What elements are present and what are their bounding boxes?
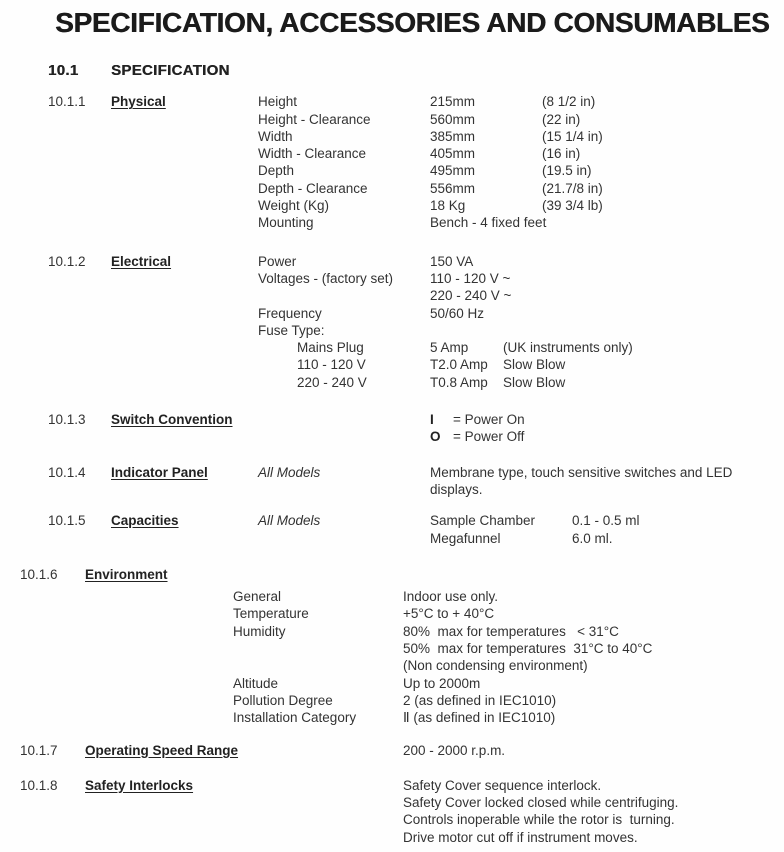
property-value: Ⅱ (as defined in IEC1010) <box>403 710 556 726</box>
spec-row <box>258 270 784 287</box>
property-label: Frequency <box>258 305 322 321</box>
imperial-value: (8 1/2 in) <box>542 94 596 110</box>
property-value: 560mm <box>430 111 476 127</box>
spec-row <box>258 197 784 214</box>
property-value: Bench - 4 fixed feet <box>430 215 547 231</box>
property-label: Humidity <box>233 623 286 639</box>
section-title: SPECIFICATION <box>111 62 230 79</box>
subsection-title: Physical <box>111 94 166 110</box>
subsection-physical <box>0 93 784 231</box>
section-heading <box>48 62 784 79</box>
imperial-value: (39 3/4 lb) <box>542 198 603 214</box>
spec-row <box>258 93 784 110</box>
property-label: Mounting <box>258 215 314 231</box>
imperial-value: (16 in) <box>542 146 581 162</box>
property-value: 215mm <box>430 94 476 110</box>
spec-row <box>430 530 784 547</box>
env-row <box>233 605 784 622</box>
subsection-indicator-panel <box>0 464 784 499</box>
spec-row <box>258 464 784 499</box>
spec-row <box>258 111 784 128</box>
env-row <box>233 657 784 674</box>
property-value: T0.8 Amp <box>430 374 488 390</box>
property-label: Power <box>258 253 297 269</box>
property-label <box>233 657 403 674</box>
property-label: Height <box>258 94 298 110</box>
imperial-value: (19.5 in) <box>542 163 592 179</box>
imperial-value: (15 1/4 in) <box>542 128 603 144</box>
fuse-note: (UK instruments only) <box>503 340 633 356</box>
fuse-note <box>503 270 784 287</box>
property-value: 50% max for temperatures 31°C to 40°C <box>403 641 653 657</box>
subsection-number: 10.1.7 <box>20 742 58 758</box>
subsection-capacities <box>0 512 784 547</box>
spec-row <box>258 145 784 162</box>
property-label <box>233 640 403 657</box>
property-label: General <box>233 589 282 605</box>
fuse-note <box>503 322 784 339</box>
imperial-value: (22 in) <box>542 111 581 127</box>
property-label: Mains Plug <box>297 340 364 356</box>
spec-row <box>258 162 784 179</box>
fuse-note: Slow Blow <box>503 374 566 390</box>
subsection-title: Environment <box>85 566 168 582</box>
spec-row <box>258 287 784 304</box>
spec-row <box>258 253 784 270</box>
property-value: 0.1 - 0.5 ml <box>572 513 640 529</box>
subsection-title: Safety Interlocks <box>85 777 194 793</box>
property-label: Megafunnel <box>430 530 501 546</box>
property-label: Installation Category <box>233 710 357 726</box>
property-value: T2.0 Amp <box>430 357 488 373</box>
spec-row <box>258 214 784 231</box>
property-value: 495mm <box>430 163 476 179</box>
property-value: 2 (as defined in IEC1010) <box>403 692 557 708</box>
property-label: Depth <box>258 163 295 179</box>
models-label: All Models <box>258 513 321 529</box>
fuse-note <box>503 305 784 322</box>
property-label: Fuse Type: <box>258 322 325 338</box>
property-value: 150 VA <box>430 253 474 269</box>
subsection-switch-convention <box>0 411 784 446</box>
speed-value: 200 - 2000 r.p.m. <box>403 742 506 758</box>
spec-row <box>258 322 784 339</box>
property-label: Width - Clearance <box>258 146 367 162</box>
property-value: 80% max for temperatures < 31°C <box>403 623 619 639</box>
property-label: Altitude <box>233 675 279 691</box>
property-value <box>430 322 503 339</box>
subsection-title: Indicator Panel <box>111 464 208 480</box>
property-value: 5 Amp <box>430 340 469 356</box>
subsection-electrical <box>0 253 784 391</box>
property-label: Temperature <box>233 606 309 622</box>
subsection-number: 10.1.4 <box>48 464 86 480</box>
description-text: Membrane type, touch sensitive switches and LED displays. <box>430 464 733 497</box>
spec-row <box>258 374 784 391</box>
property-value: 220 - 240 V ~ <box>430 288 512 304</box>
subsection-number: 10.1.8 <box>20 777 58 793</box>
spec-row <box>258 356 784 373</box>
property-label: Sample Chamber <box>430 513 536 529</box>
safety-line: Safety Cover locked closed while centrifuging. <box>403 795 679 811</box>
property-value: 6.0 ml. <box>572 530 613 546</box>
switch-symbol: I <box>430 412 434 428</box>
models-label: All Models <box>258 464 321 480</box>
property-label: 220 - 240 V <box>297 374 367 390</box>
property-label: Pollution Degree <box>233 692 333 708</box>
env-row <box>233 623 784 640</box>
fuse-note <box>503 287 784 304</box>
subsection-operating-speed <box>0 742 784 759</box>
subsection-environment <box>0 566 784 727</box>
env-row <box>233 675 784 692</box>
subsection-number: 10.1.6 <box>20 566 58 582</box>
switch-label: = Power On <box>453 412 525 428</box>
property-value: Indoor use only. <box>403 589 499 605</box>
property-label: Depth - Clearance <box>258 180 368 196</box>
subsection-title: Capacities <box>111 513 179 529</box>
subsection-title: Switch Convention <box>111 412 233 428</box>
fuse-note <box>503 253 784 270</box>
subsection-number: 10.1.5 <box>48 513 86 529</box>
imperial-value <box>542 214 784 231</box>
property-value: 556mm <box>430 180 476 196</box>
property-value: 50/60 Hz <box>430 305 485 321</box>
page-title: SPECIFICATION, ACCESSORIES AND CONSUMABLES <box>55 7 770 38</box>
env-row <box>233 692 784 709</box>
property-value: 405mm <box>430 146 476 162</box>
imperial-value: (21.7/8 in) <box>542 180 603 196</box>
subsection-title: Electrical <box>111 253 172 269</box>
property-value: +5°C to + 40°C <box>403 606 495 622</box>
env-row <box>233 640 784 657</box>
subsection-number: 10.1.2 <box>48 253 86 269</box>
safety-line: Safety Cover sequence interlock. <box>403 777 602 793</box>
safety-line: Controls inoperable while the rotor is turning. <box>403 812 675 828</box>
property-label: 110 - 120 V <box>297 357 366 373</box>
spec-row <box>258 428 784 445</box>
spec-row <box>258 339 784 356</box>
spec-row <box>430 512 784 529</box>
subsection-number: 10.1.3 <box>48 412 86 428</box>
subsection-number: 10.1.1 <box>48 94 86 110</box>
spec-row <box>258 305 784 322</box>
section-number: 10.1 <box>48 62 79 79</box>
subsection-title: Operating Speed Range <box>85 742 239 758</box>
property-label: Width <box>258 128 293 144</box>
property-label: Height - Clearance <box>258 111 371 127</box>
fuse-note: Slow Blow <box>503 357 566 373</box>
switch-label: = Power Off <box>453 429 525 445</box>
property-value: 18 Kg <box>430 198 466 214</box>
env-row <box>233 588 784 605</box>
property-label: Voltages - (factory set) <box>258 270 394 286</box>
property-label: Weight (Kg) <box>258 198 330 214</box>
property-value: 385mm <box>430 128 476 144</box>
safety-line: Drive motor cut off if instrument moves. <box>403 829 638 845</box>
property-value: (Non condensing environment) <box>403 658 588 674</box>
env-row <box>233 709 784 726</box>
property-label <box>258 287 430 304</box>
spec-row <box>258 180 784 197</box>
spec-row <box>258 411 784 428</box>
subsection-safety-interlocks <box>0 777 784 846</box>
property-value: Up to 2000m <box>403 675 481 691</box>
property-value: 110 - 120 V ~ <box>430 270 511 286</box>
spec-row <box>258 128 784 145</box>
switch-symbol: O <box>430 429 441 445</box>
